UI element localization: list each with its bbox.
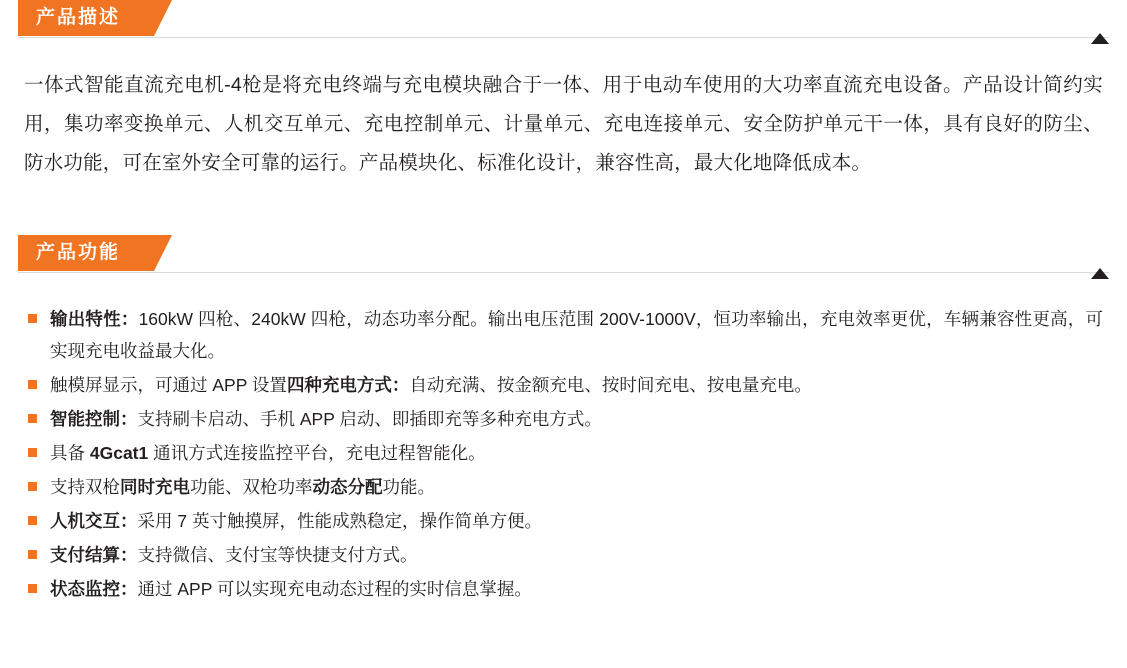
feature-text: 通过 APP 可以实现充电动态过程的实时信息掌握。 [137, 579, 532, 599]
feature-text: 功能。 [382, 477, 435, 497]
feature-strong: 同时充电 [120, 477, 190, 497]
feature-mid: 功能、双枪功率 [190, 477, 313, 497]
section-title-description: 产品描述 [18, 0, 154, 36]
feature-lead: 输出特性： [50, 309, 139, 329]
feature-lead: 支付结算： [50, 545, 138, 565]
collapse-arrow-icon[interactable] [1091, 33, 1109, 44]
feature-strong: 四种充电方式： [286, 375, 410, 395]
header-rule [18, 37, 1109, 38]
list-item [28, 369, 1103, 401]
section-header-function [18, 235, 1109, 275]
feature-text: 自动充满、按金额充电、按时间充电、按电量充电。 [409, 375, 812, 395]
feature-strong-2: 动态分配 [312, 477, 383, 497]
feature-list [28, 303, 1103, 605]
feature-lead: 人机交互： [50, 511, 138, 531]
feature-text: 采用 7 英寸触摸屏，性能成熟稳定，操作简单方便。 [137, 511, 542, 531]
feature-pre: 支持双枪 [50, 477, 120, 497]
list-item [28, 505, 1103, 537]
description-paragraph: 一体式智能直流充电机-4枪是将充电终端与充电模块融合于一体、用于电动车使用的大功率直流充电设备。产品设计简约实用，集功率变换单元、人机交互单元、充电控制单元、计量单元、充电连接单元、安全防护单元干一体，具有良好的防尘、防水功能，可在室外安全可靠的运行。产品模块化、标准化设计，兼容性高，最大化地降低成本。 [24, 74, 1103, 174]
feature-lead: 智能控制： [50, 409, 138, 429]
list-item [28, 539, 1103, 571]
spacer [0, 183, 1127, 235]
feature-pre: 具备 [50, 443, 90, 463]
feature-lead: 状态监控： [50, 579, 138, 599]
feature-strong: 4Gcat1 [89, 443, 149, 463]
list-item [28, 573, 1103, 605]
section-header-description [18, 0, 1109, 40]
feature-text: 支持微信、支付宝等快捷支付方式。 [137, 545, 418, 565]
feature-pre: 触模屏显示，可通过 APP 设置 [50, 375, 287, 395]
section-title-function: 产品功能 [18, 235, 154, 271]
list-item [28, 437, 1103, 469]
list-item [28, 303, 1103, 367]
feature-text: 160kW 四枪、240kW 四枪，动态功率分配。输出电压范围 200V-1000V，恒功率输出，充电效率更优，车辆兼容性更高，可实现充电收益最大化。 [50, 309, 1104, 361]
feature-text: 通讯方式连接监控平台，充电过程智能化。 [148, 443, 486, 463]
feature-text: 支持刷卡启动、手机 APP 启动、即插即充等多种充电方式。 [137, 409, 602, 429]
collapse-arrow-icon[interactable] [1091, 268, 1109, 279]
header-rule [18, 272, 1109, 273]
list-item [28, 403, 1103, 435]
list-item [28, 471, 1103, 503]
